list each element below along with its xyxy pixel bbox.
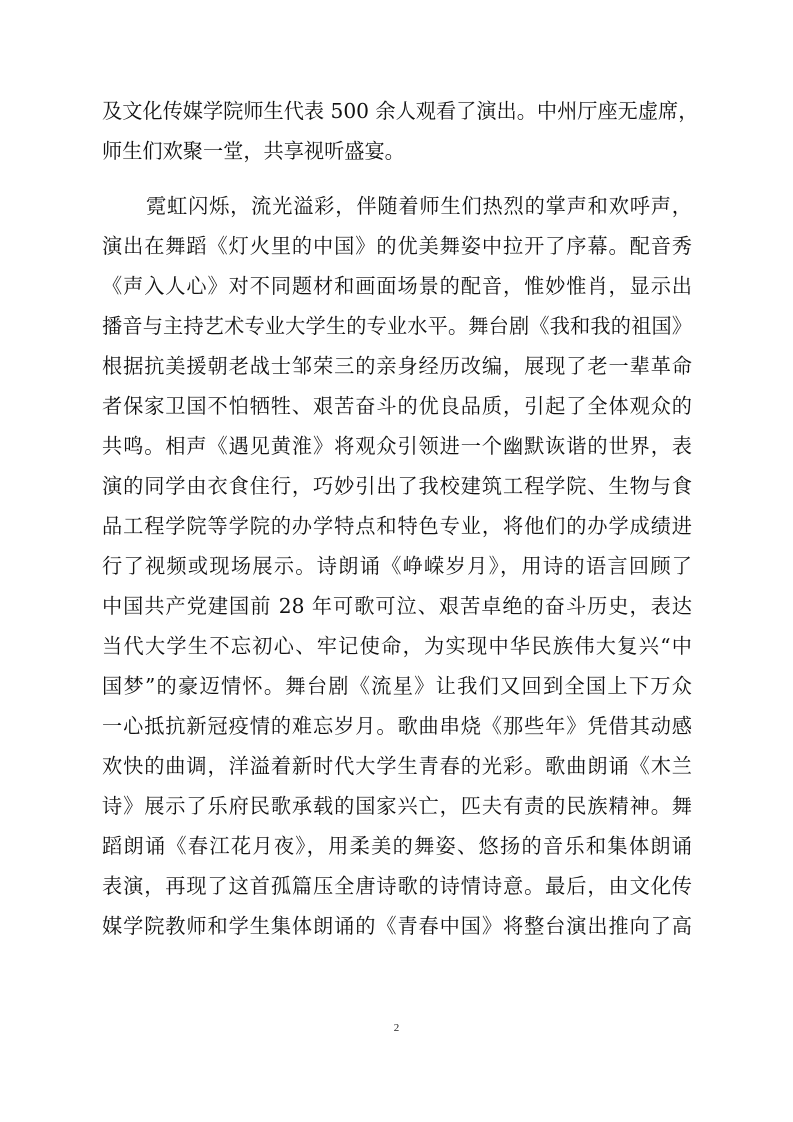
text-line: 品工程学院等学院的办学特点和特色专业，将他们的办学成绩进 xyxy=(102,514,692,538)
text-line: 中国共产党建国前 28 年可歌可泣、艰苦卓绝的奋斗历史，表达 xyxy=(102,594,692,618)
text-line: 演的同学由衣食住行，巧妙引出了我校建筑工程学院、生物与食 xyxy=(102,474,692,498)
text-line: 一心抵抗新冠疫情的难忘岁月。歌曲串烧《那些年》凭借其动感 xyxy=(102,714,692,738)
page-number: 2 xyxy=(393,1022,400,1034)
text-line: 根据抗美援朝老战士邹荣三的亲身经历改编，展现了老一辈革命 xyxy=(102,354,692,378)
text-line: 诗》展示了乐府民歌承载的国家兴亡，匹夫有责的民族精神。舞 xyxy=(102,794,692,818)
text-line: 师生们欢聚一堂，共享视听盛宴。 xyxy=(102,139,405,163)
text-line: 媒学院教师和学生集体朗诵的《青春中国》将整台演出推向了高 xyxy=(102,914,692,938)
text-line: 当代大学生不忘初心、牢记使命，为实现中华民族伟大复兴“中 xyxy=(102,634,692,658)
text-line: 共鸣。相声《遇见黄淮》将观众引领进一个幽默诙谐的世界，表 xyxy=(102,434,692,458)
text-line: 行了视频或现场展示。诗朗诵《峥嵘岁月》，用诗的语言回顾了 xyxy=(102,554,692,578)
text-line: 蹈朗诵《春江花月夜》，用柔美的舞姿、悠扬的音乐和集体朗诵 xyxy=(102,834,692,858)
text-line: 霓虹闪烁，流光溢彩，伴随着师生们热烈的掌声和欢呼声， xyxy=(146,194,692,218)
text-line: 表演，再现了这首孤篇压全唐诗歌的诗情诗意。最后，由文化传 xyxy=(102,874,692,898)
text-line: 《声入人心》对不同题材和画面场景的配音，惟妙惟肖，显示出 xyxy=(102,274,692,298)
text-line: 及文化传媒学院师生代表 500 余人观看了演出。中州厅座无虚席， xyxy=(102,99,699,123)
text-line: 欢快的曲调，洋溢着新时代大学生青春的光彩。歌曲朗诵《木兰 xyxy=(102,754,692,778)
text-line: 演出在舞蹈《灯火里的中国》的优美舞姿中拉开了序幕。配音秀 xyxy=(102,234,692,258)
text-line: 者保家卫国不怕牺牲、艰苦奋斗的优良品质，引起了全体观众的 xyxy=(102,394,692,418)
text-line: 国梦”的豪迈情怀。舞台剧《流星》让我们又回到全国上下万众 xyxy=(102,674,692,698)
text-line: 播音与主持艺术专业大学生的专业水平。舞台剧《我和我的祖国》 xyxy=(102,314,692,338)
